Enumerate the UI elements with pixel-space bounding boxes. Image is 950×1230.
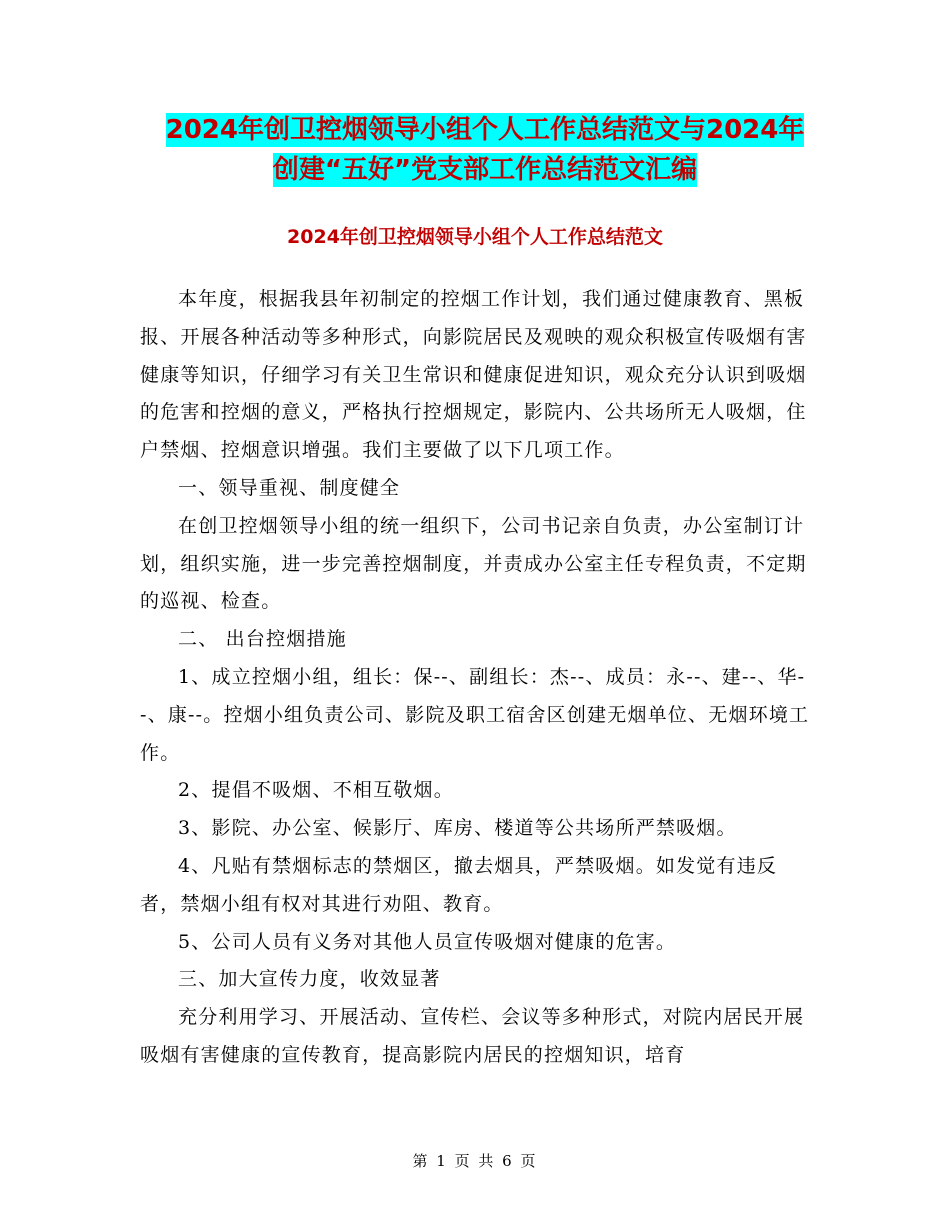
paragraph: 本年度，根据我县年初制定的控烟工作计划，我们通过健康教育、黑板报、开展各种活动等多种形式，向影院居民及观映的观众积极宣传吸烟有害健康等知识，仔细学习有关卫生常识和健康促进知识，观众充分认识到吸烟的危害和控烟的意义，严格执行控烟规定，影院内、公共场所无人吸烟，住户禁烟、控烟意识增强。我们主要做了以下几项工作。 [140, 288, 807, 462]
paragraph: 2、提倡不吸烟、不相互敬烟。 [178, 779, 454, 802]
title-line-2: 创建“五好”党支部工作总结范文汇编 [272, 155, 698, 185]
paragraph: 在创卫控烟领导小组的统一组织下，公司书记亲自负责，办公室制订计划，组织实施，进一步完善控烟制度，并责成办公室主任专程负责，不定期的巡视、检查。 [140, 514, 807, 613]
paragraph: 充分利用学习、开展活动、宣传栏、会议等多种形式，对院内居民开展吸烟有害健康的宣传教育，提高影院内居民的控烟知识，培育 [140, 1006, 805, 1066]
paragraph: 3、影院、办公室、候影厅、库房、楼道等公共场所严禁吸烟。 [178, 817, 737, 840]
document-body [140, 281, 810, 1075]
paragraph: 5、公司人员有义务对其他人员宣传吸烟对健康的危害。 [178, 930, 677, 953]
paragraph: 一、领导重视、制度健全 [178, 476, 401, 499]
section-subtitle: 2024年创卫控烟领导小组个人工作总结范文 [287, 226, 663, 248]
paragraph: 1、成立控烟小组，组长：保--、副组长：杰--、成员：永--、建--、华--、康--。控烟小组负责公司、影院及职工宿舍区创建无烟单位、无烟环境工作。 [140, 665, 810, 764]
paragraph: 4、凡贴有禁烟标志的禁烟区，撤去烟具，严禁吸烟。如发觉有违反者，禁烟小组有权对其进行劝阻、教育。 [140, 854, 778, 915]
document-title [140, 110, 830, 190]
title-line-1: 2024年创卫控烟领导小组个人工作总结范文与2024年 [165, 115, 805, 145]
paragraph: 三、加大宣传力度，收效显著 [178, 968, 441, 991]
paragraph: 二、 出台控烟措施 [178, 628, 347, 651]
page-footer: 第 1 页 共 6 页 [412, 1152, 538, 1170]
